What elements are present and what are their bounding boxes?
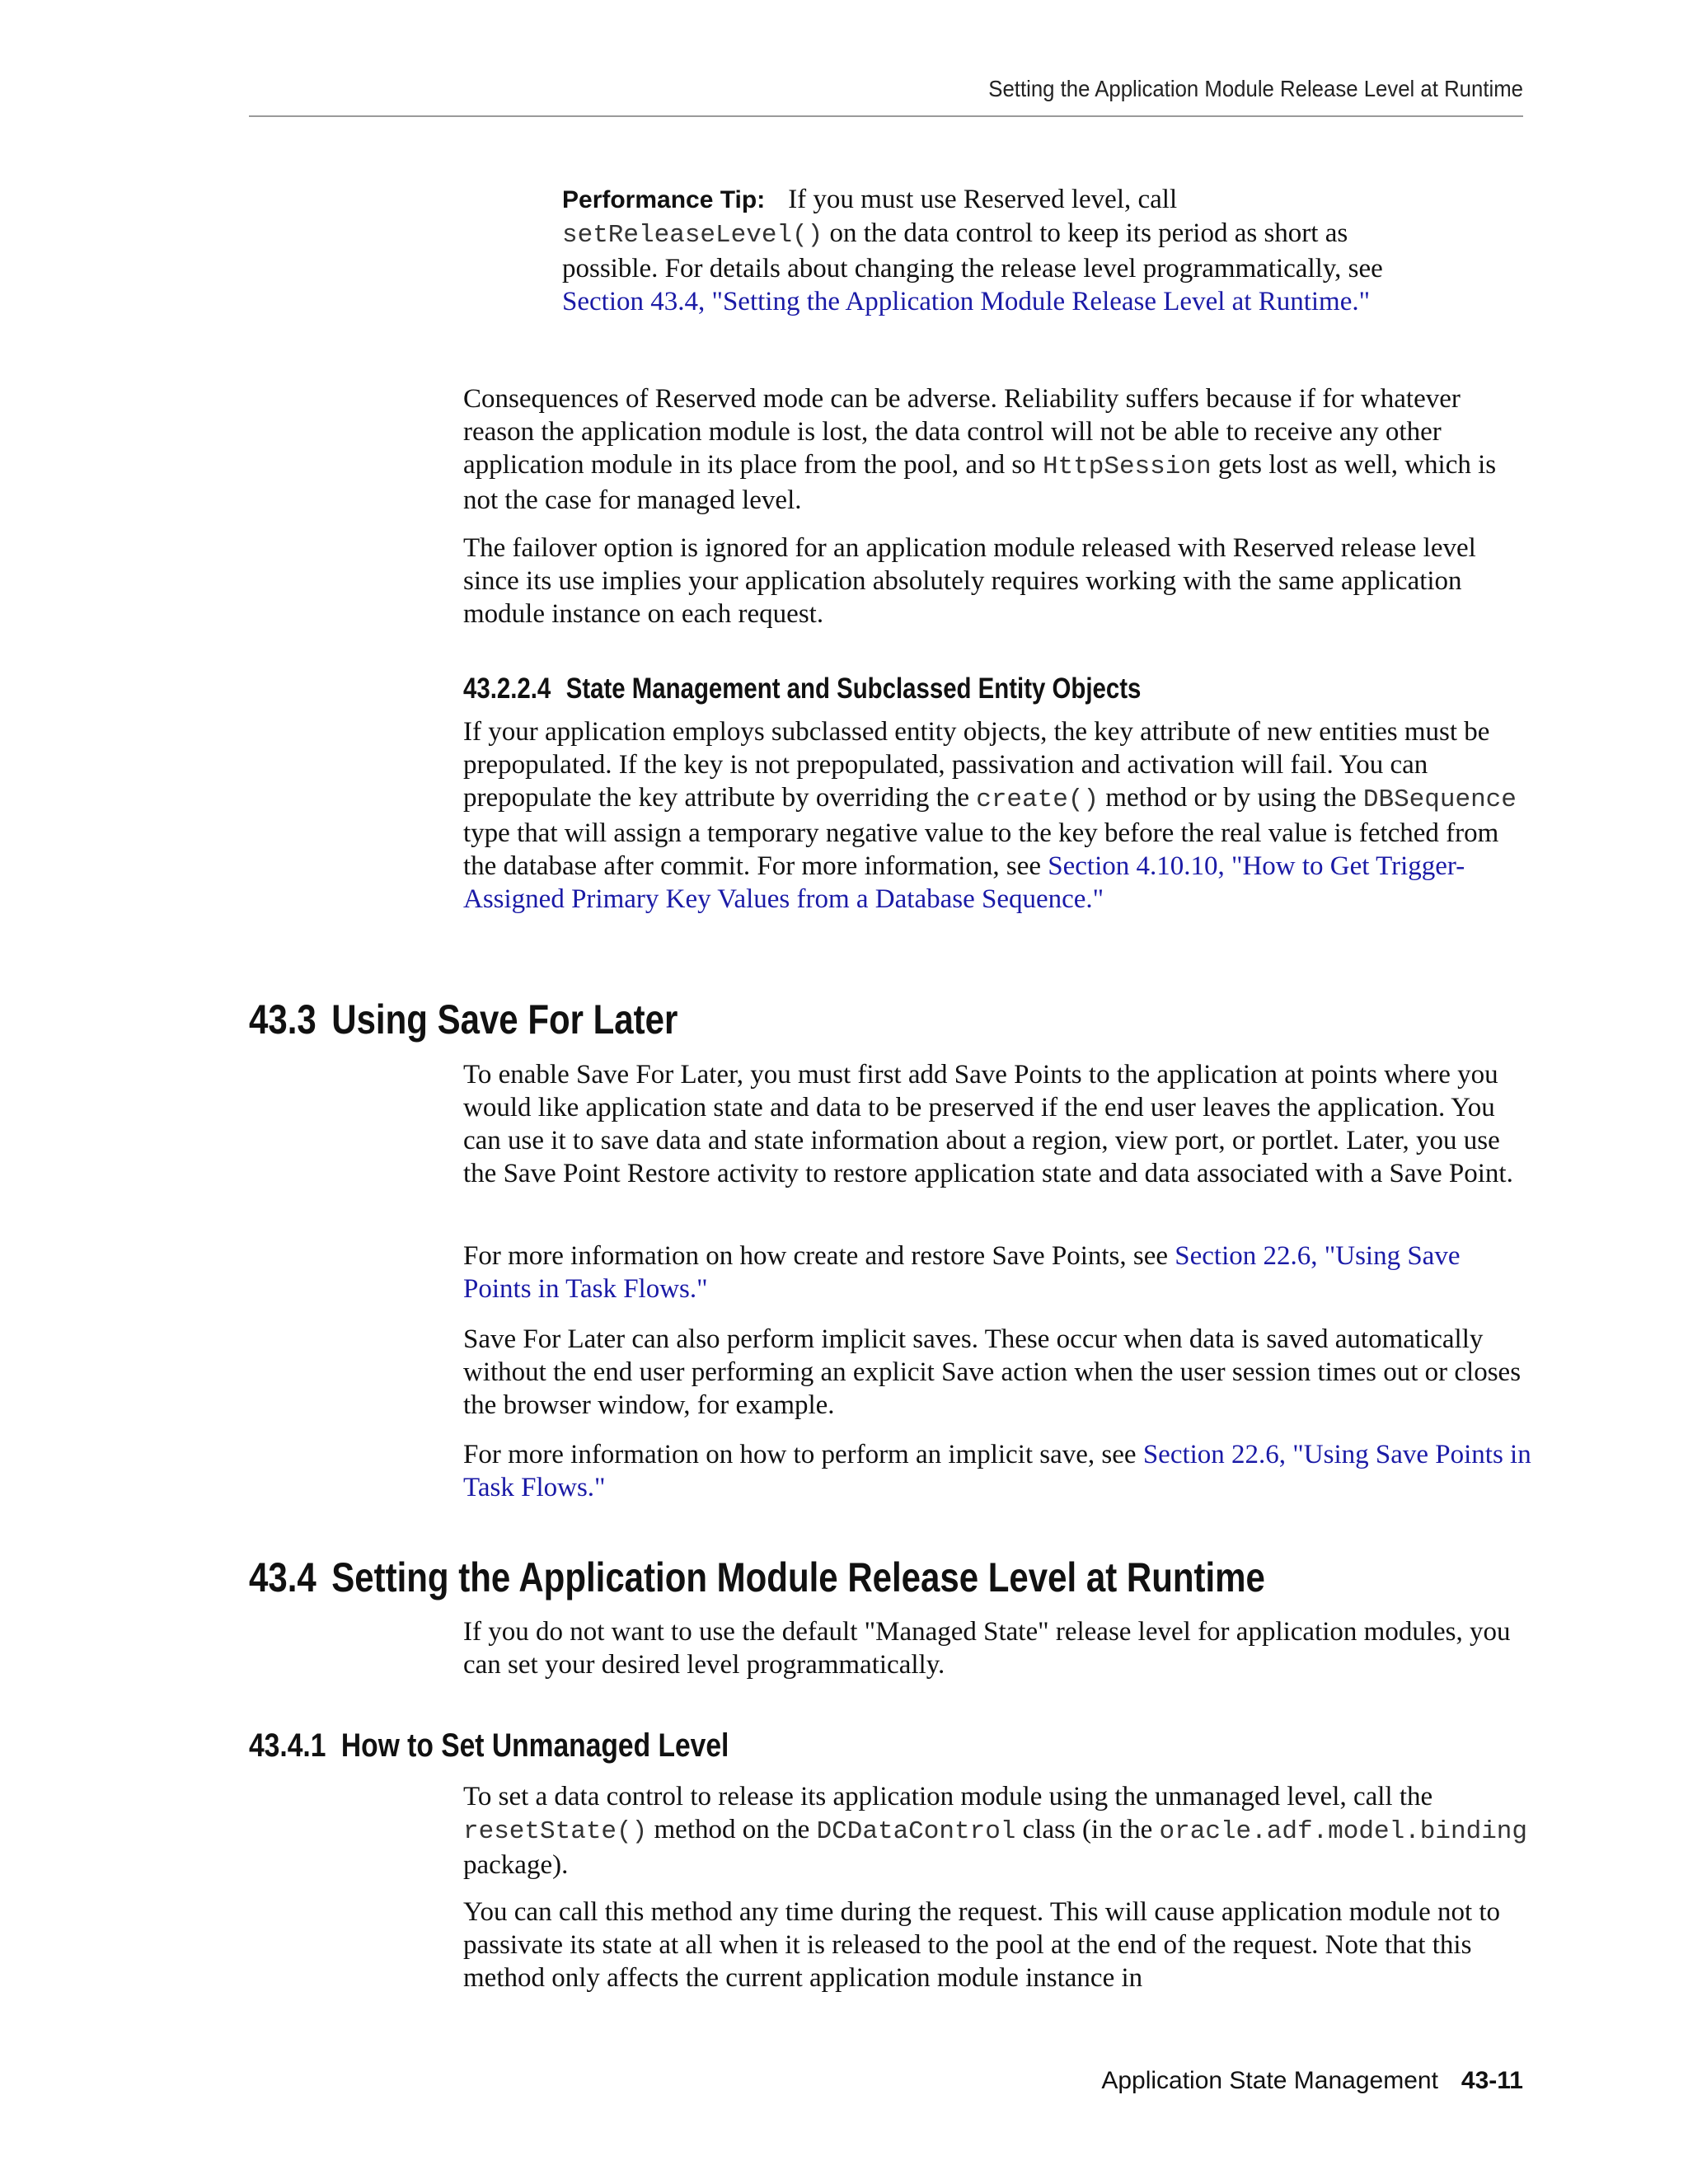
section-number: 43.2.2.4 — [463, 673, 551, 705]
heading-43-4-1 — [249, 1727, 729, 1765]
code-resetstate: resetState() — [463, 1817, 648, 1846]
paragraph-call-method — [463, 1896, 1535, 1994]
tip-text-2: on the data control to keep its period as short as possible. For details about changing the release level programmatically, see — [562, 218, 1383, 284]
section-title: How to Set Unmanaged Level — [340, 1727, 729, 1764]
header-rule — [249, 115, 1523, 117]
paragraph-text: Save For Later can also perform implicit saves. These occur when data is saved automatically without the end user performing an explicit Save action when the user session times out or closes the browser window, for example. — [463, 1324, 1522, 1420]
paragraph-text-4: package). — [463, 1850, 569, 1880]
footer-chapter: Application State Management — [1101, 2067, 1438, 2094]
paragraph-text: For more information on how to perform an implicit save, see — [463, 1440, 1137, 1469]
performance-tip — [562, 183, 1428, 318]
link-section-22-6[interactable]: Section 22.6, "Using Save Points in Task Flows." — [463, 1241, 1461, 1304]
paragraph-text-2: method on the — [654, 1815, 810, 1844]
section-number: 43.4 — [249, 1554, 316, 1601]
paragraph-text: Consequences of Reserved mode can be adverse. Reliability suffers because if for whatever reason the application module is lost, the data control will not be able to receive any other application module in its place from the pool, and so — [463, 384, 1461, 480]
link-section-43-4[interactable]: Section 43.4, "Setting the Application Module Release Level at Runtime." — [562, 287, 1371, 316]
running-header: Setting the Application Module Release Level at Runtime — [988, 76, 1523, 101]
paragraph-text: You can call this method any time during the request. This will cause application module not to passivate its state at all when it is released to the pool at the end of the request. Note that this method only affects the current application module instance in — [463, 1897, 1501, 1993]
paragraph-text-3: type that will assign a temporary negative value to the key before the real value is fetched from the database after commit. For more information, see — [463, 818, 1499, 881]
paragraph-text: For more information on how create and restore Save Points, see — [463, 1241, 1169, 1271]
paragraph-save-for-later-intro — [463, 1058, 1535, 1190]
heading-43-3 — [249, 996, 678, 1043]
section-title: State Management and Subclassed Entity Objects — [565, 673, 1142, 705]
section-title: Setting the Application Module Release Level at Runtime — [331, 1554, 1265, 1601]
heading-43-4 — [249, 1554, 1265, 1601]
section-number: 43.4.1 — [249, 1727, 326, 1764]
paragraph-text-3: class (in the — [1022, 1815, 1153, 1844]
paragraph-text: To set a data control to release its application module using the unmanaged level, call the — [463, 1782, 1433, 1811]
paragraph-text: If your application employs subclassed entity objects, the key attribute of new entities must be prepopulated. If the key is not prepopulated, passivation and activation will fail. You can prepopulate the key attribute by overriding the — [463, 717, 1490, 813]
paragraph-text: If you do not want to use the default "Managed State" release level for application modules, you can set your desired level programmatically. — [463, 1617, 1511, 1680]
paragraph-consequences — [463, 382, 1535, 517]
link-section-4-10-10[interactable]: Section 4.10.10, "How to Get Trigger-Assigned Primary Key Values from a Database Sequence." — [463, 851, 1465, 914]
code-setreleaselevel: setReleaseLevel() — [562, 221, 823, 250]
paragraph-release-level-intro — [463, 1615, 1535, 1681]
section-title: Using Save For Later — [331, 996, 678, 1043]
heading-43-2-2-4 — [463, 673, 1141, 705]
paragraph-subclassed-entities — [463, 715, 1535, 916]
code-package: oracle.adf.model.binding — [1159, 1817, 1528, 1846]
link-section-22-6-b[interactable]: Section 22.6, "Using Save Points in Task Flows." — [463, 1440, 1531, 1502]
paragraph-text: To enable Save For Later, you must first add Save Points to the application at points where you would like application state and data to be preserved if the end user leaves the application. You can use it to save data and state information about a region, view port, or portlet. Later, you use the Save Point Restore activity to restore application state and data associated with a Save Point. — [463, 1060, 1513, 1188]
page-number: 43-11 — [1461, 2067, 1523, 2094]
paragraph-implicit-saves — [463, 1323, 1535, 1422]
paragraph-save-points-info — [463, 1240, 1535, 1305]
paragraph-unmanaged-level — [463, 1780, 1535, 1882]
paragraph-failover — [463, 532, 1535, 630]
page-footer — [907, 2067, 1523, 2095]
tip-text: If you must use Reserved level, call — [788, 185, 1178, 214]
code-httpsession: HttpSession — [1042, 452, 1212, 481]
code-create: create() — [976, 785, 1100, 814]
code-dcdatacontrol: DCDataControl — [816, 1817, 1016, 1846]
paragraph-implicit-save-info — [463, 1438, 1535, 1504]
paragraph-text-2: method or by using the — [1105, 783, 1357, 813]
paragraph-text: The failover option is ignored for an application module released with Reserved release level since its use implies your application absolutely requires working with the same application module instance on each request. — [463, 533, 1476, 629]
paragraph-text-2: gets lost as well, which is not the case for managed level. — [463, 450, 1497, 515]
tip-label: Performance Tip: — [562, 186, 766, 213]
section-number: 43.3 — [249, 996, 316, 1043]
code-dbsequence: DBSequence — [1362, 785, 1517, 814]
